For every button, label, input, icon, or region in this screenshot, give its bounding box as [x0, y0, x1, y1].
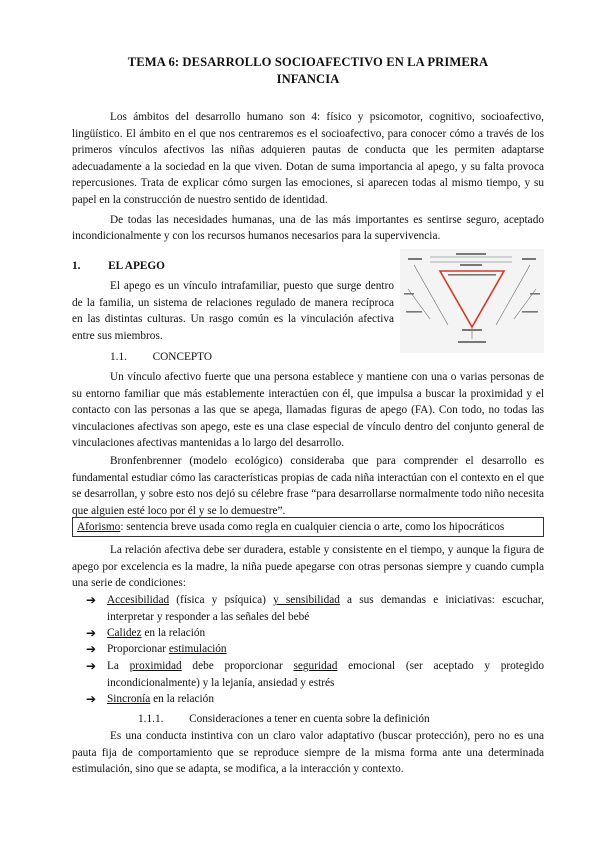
section-1-1-1-heading: [138, 711, 430, 727]
condition-term: Accesibilidad: [107, 594, 170, 606]
section-1-1-number: 1.1.: [110, 351, 127, 363]
condition-term: Calidez: [107, 627, 142, 639]
section-1-1-heading: [110, 349, 212, 365]
aforismo-term: Aforismo: [77, 521, 121, 533]
arrow-icon: ➔: [86, 626, 97, 640]
intro-paragraph-2: De todas las necesidades humanas, una de las más importantes es sentirse seguro, aceptado incondicionalmente y con los recursos humanos necesarios para la supervivencia.: [72, 213, 544, 243]
relationship-section: [72, 542, 544, 592]
intro-section: [72, 109, 544, 245]
condition-text-2: debe proporcionar: [181, 660, 294, 672]
aforismo-definition: : sentencia breve usada como regla en cualquier ciencia o arte, como los hipocráticos: [120, 521, 505, 533]
condition-text: (física y psíquica): [169, 594, 274, 606]
section-1-1-body: [72, 369, 544, 519]
condition-text: Proporcionar: [107, 643, 169, 655]
section-1-1-1-number: 1.1.1.: [138, 713, 164, 725]
section-1-body: [72, 278, 394, 344]
condition-term-2: seguridad: [293, 660, 338, 672]
condition-term: Sincronía: [107, 693, 151, 705]
condition-item: [86, 641, 544, 658]
condition-text: en la relación: [150, 693, 214, 705]
title-line-1: TEMA 6: DESARROLLO SOCIOAFECTIVO EN LA PRIMERA: [127, 55, 489, 69]
section-1-title: EL APEGO: [108, 260, 165, 272]
attachment-diagram: [400, 249, 544, 353]
condition-item: [86, 658, 544, 691]
section-1-1-1-title: Consideraciones a tener en cuenta sobre la definición: [189, 713, 430, 725]
section-1-paragraph: El apego es un vínculo intrafamiliar, puesto que surge dentro de la familia, un sistema de relaciones regulado de manera recíproca en las distintas culturas. Un rasgo común es la vinculación afectiva entre sus miembros.: [72, 280, 394, 342]
arrow-icon: ➔: [86, 593, 97, 607]
title-line-2: INFANCIA: [276, 72, 340, 86]
aforismo-box: [72, 517, 544, 537]
arrow-icon: ➔: [86, 692, 97, 706]
arrow-icon: ➔: [86, 659, 97, 673]
condition-text: La: [107, 660, 130, 672]
condition-item: [86, 691, 544, 708]
condition-text: en la relación: [141, 627, 206, 639]
condition-text-3: emocional (ser aceptado y protegido incondicionalmente) y la lejanía, ansiedad y estrés: [107, 660, 544, 689]
arrow-icon: ➔: [86, 642, 97, 656]
concept-paragraph-1: Un vínculo afectivo fuerte que una persona establece y mantiene con una o varias personas de su entorno familiar que más establemente interactúen con él, que impulsa a buscar la proximidad y el contacto con las personas a las que se apega, llamadas figuras de apego (FA). Con todo, no todas las vinculaciones afectivas son apego, este es una clase especial de vínculo dentro del conjunto general de vinculaciones afectivas mantenidas a lo largo del desarrollo.: [72, 371, 544, 450]
relationship-paragraph: La relación afectiva debe ser duradera, estable y consistente en el tiempo, y aunque la figura de apego por excelencia es la madre, la niña puede apegarse con otras personas siempre y cuando cumpla una serie de condiciones:: [72, 544, 544, 590]
condition-term-2: y sensibilidad: [273, 594, 340, 606]
condition-item: [86, 625, 544, 642]
condition-text-2: a sus demandas e iniciativas: escuchar, interpretar y responder a las señales del bebé: [107, 594, 544, 623]
page-title: [72, 54, 544, 88]
condition-item: [86, 592, 544, 625]
section-1-number: 1.: [72, 260, 81, 272]
concept-paragraph-2: Bronfenbrenner (modelo ecológico) consideraba que para comprender el desarrollo es fundamental estudiar cómo las características propias de cada niña interactúan con el contexto en el que se desarrollan, y sobre esto nos dejó su célebre frase “para desarrollarse normalmente todo niño necesita que alguien esté loco por él y se lo demuestre”.: [72, 454, 544, 517]
intro-paragraph-1: Los ámbitos del desarrollo humano son 4: físico y psicomotor, cognitivo, socioafectivo, lingüístico. El ámbito en el que nos centraremos es el socioafectivo, para conocer cómo a través de los primeros vínculos afectivos las niñas adquieren pautas de conducta que les permiten adaptarse adecuadamente a la sociedad en la que viven. Dotan de suma importancia al apego, y su falta provoca repercusiones. Trata de explicar cómo surgen las emociones, si aparecen todas al mismo tiempo, y su papel en la construcción de nuestro sentido de identidad.: [72, 111, 544, 206]
section-1-1-1-body: [72, 728, 544, 778]
condition-term: proximidad: [129, 660, 182, 672]
condition-term: estimulación: [168, 643, 227, 655]
section-1-1-title: CONCEPTO: [152, 351, 213, 363]
section-1-heading: [72, 258, 165, 274]
considerations-paragraph: Es una conducta instintiva con un claro valor adaptativo (buscar protección), pero no es una pauta fija de comportamiento que se reproduce siempre de la misma forma ante una determinada estimulación, sino que se adapta, se modifica, a la interacción y contexto.: [72, 730, 544, 776]
